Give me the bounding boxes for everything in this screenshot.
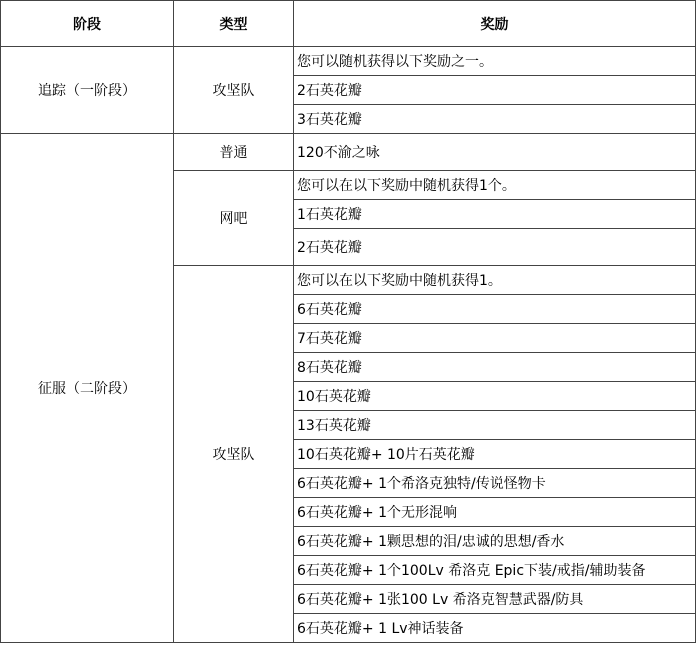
reward-cell: 7石英花瓣 [294, 324, 696, 353]
reward-cell: 6石英花瓣+ 1张100 Lv 希洛克智慧武器/防具 [294, 585, 696, 614]
reward-cell: 您可以在以下奖励中随机获得1个。 [294, 171, 696, 200]
reward-cell: 3石英花瓣 [294, 105, 696, 134]
reward-cell: 6石英花瓣+ 1 Lv神话装备 [294, 614, 696, 643]
reward-cell: 6石英花瓣+ 1个100Lv 希洛克 Epic下装/戒指/辅助装备 [294, 556, 696, 585]
stage2-raid-type: 攻坚队 [174, 266, 294, 643]
reward-cell: 您可以随机获得以下奖励之一。 [294, 47, 696, 76]
header-stage: 阶段 [1, 1, 174, 47]
reward-cell: 120不渝之咏 [294, 134, 696, 171]
header-type: 类型 [174, 1, 294, 47]
table-row [1, 134, 696, 171]
reward-cell: 您可以在以下奖励中随机获得1。 [294, 266, 696, 295]
table-header [1, 1, 696, 47]
header-row [1, 1, 696, 47]
reward-cell: 2石英花瓣 [294, 76, 696, 105]
stage2-name: 征服（二阶段） [1, 134, 174, 643]
stage2-normal-type: 普通 [174, 134, 294, 171]
reward-cell: 1石英花瓣 [294, 200, 696, 229]
reward-cell: 2石英花瓣 [294, 229, 696, 266]
table-row [1, 47, 696, 76]
reward-cell: 6石英花瓣+ 1颗思想的泪/忠诚的思想/香水 [294, 527, 696, 556]
reward-cell: 13石英花瓣 [294, 411, 696, 440]
stage1-type: 攻坚队 [174, 47, 294, 134]
reward-cell: 6石英花瓣+ 1个无形混响 [294, 498, 696, 527]
stage1-name: 追踪（一阶段） [1, 47, 174, 134]
table-body [1, 47, 696, 643]
reward-cell: 10石英花瓣+ 10片石英花瓣 [294, 440, 696, 469]
reward-cell: 6石英花瓣+ 1个希洛克独特/传说怪物卡 [294, 469, 696, 498]
stage2-netcafe-type: 网吧 [174, 171, 294, 266]
reward-cell: 10石英花瓣 [294, 382, 696, 411]
header-reward: 奖励 [294, 1, 696, 47]
reward-cell: 8石英花瓣 [294, 353, 696, 382]
reward-cell: 6石英花瓣 [294, 295, 696, 324]
